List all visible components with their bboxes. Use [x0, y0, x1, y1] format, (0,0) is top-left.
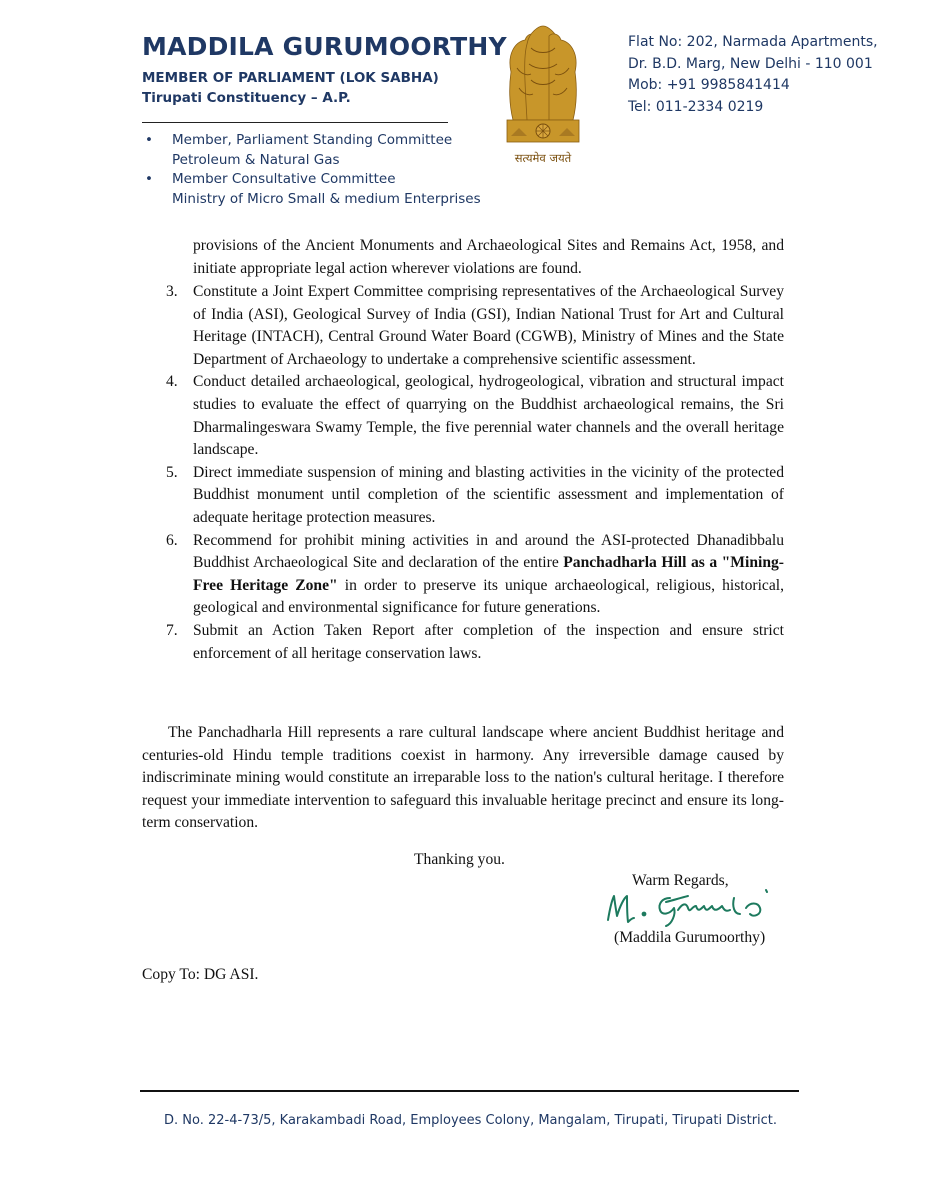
committee-item — [142, 170, 481, 209]
list-number: 6. — [166, 531, 178, 549]
address-line: Flat No: 202, Narmada Apartments, — [628, 34, 878, 50]
list-number: 7. — [166, 621, 178, 639]
continuation-text: provisions of the Ancient Monuments and Archaeological Sites and Remains Act, 1958, and initiate appropriate legal action wherever violations are found. — [193, 237, 784, 277]
list-item-text: Constitute a Joint Expert Committee comprising representatives of the Archaeological Survey of India (ASI), Geological Survey of India (GSI), Indian National Trust for Art and Cultural Heritage (INTACH), Central Ground Water Board (CGWB), Ministry of Mines and the State Department of Archaeology to undertake a comprehensive scientific assessment. — [193, 283, 784, 368]
footer-address: D. No. 22-4-73/5, Karakambadi Road, Employees Colony, Mangalam, Tirupati, Tirupati District. — [164, 1113, 778, 1128]
telephone-number: Tel: 011-2334 0219 — [628, 98, 764, 115]
list-item-bold-text: Panchadharla Hill as a "Mining-Free Heritage Zone" — [193, 554, 784, 594]
footer-divider — [140, 1090, 799, 1092]
list-number: 4. — [166, 373, 178, 391]
emblem-motto: सत्यमेव जयते — [514, 151, 572, 165]
regards-line: Warm Regards, — [632, 872, 729, 889]
national-emblem-icon — [497, 24, 589, 170]
list-item — [142, 620, 784, 665]
mp-constituency: Tirupati Constituency – A.P. — [142, 90, 351, 106]
committee-line: Ministry of Micro Small & medium Enterprises — [172, 190, 481, 207]
request-list — [142, 281, 784, 665]
list-item — [142, 371, 784, 461]
list-item-text: Submit an Action Taken Report after completion of the inspection and ensure strict enforcement of all heritage conservation laws. — [193, 621, 784, 662]
bullet-icon: • — [145, 132, 153, 148]
list-item — [142, 462, 784, 530]
committee-list — [142, 131, 481, 209]
list-item — [142, 281, 784, 371]
committee-line: Petroleum & Natural Gas — [172, 151, 340, 168]
list-number: 3. — [166, 283, 178, 300]
mobile-number: Mob: +91 9985841414 — [628, 77, 790, 93]
list-item-text: Direct immediate suspension of mining and blasting activities in the vicinity of the protected Buddhist monument until completion of the scientific assessment and implementation of adequate heritage protection measures. — [193, 463, 784, 526]
letterhead-divider — [142, 122, 448, 123]
committee-item — [142, 131, 481, 170]
closing-paragraph: The Panchadharla Hill represents a rare cultural landscape where ancient Buddhist heritage and centuries-old Hindu temple traditions coexist in harmony. Any irreversible damage caused by indiscriminate mining would constitute an irreparable loss to the nation's cultural heritage. I therefore request your immediate intervention to safeguard this invaluable heritage precinct and ensure its long-term conservation. — [142, 724, 784, 832]
committee-line: Member Consultative Committee — [172, 171, 396, 187]
bullet-icon: • — [145, 171, 153, 187]
delhi-address-block — [628, 32, 878, 118]
mp-name: MADDILA GURUMOORTHY — [142, 32, 507, 61]
list-item — [142, 530, 784, 620]
signature-image — [600, 880, 800, 932]
mp-title: MEMBER OF PARLIAMENT (LOK SABHA) — [142, 70, 439, 86]
list-item-text: Recommend for prohibit mining activities in and around the ASI-protected Dhanadibbalu Buddhist Archaeological Site and declaration of the entire — [193, 531, 784, 572]
list-number: 5. — [166, 463, 178, 481]
committee-line: Member, Parliament Standing Committee — [172, 132, 453, 148]
list-item-text: Conduct detailed archaeological, geological, hydrogeological, vibration and structural impact studies to evaluate the effect of quarrying on the Buddhist archaeological remains, the Sri Dharmalingeswara Swamy Temple, the five perennial water channels and the overall heritage landscape. — [193, 373, 784, 459]
signer-name: (Maddila Gurumoorthy) — [614, 929, 766, 946]
address-line: Dr. B.D. Marg, New Delhi - 110 001 — [628, 55, 873, 72]
thanks-line: Thanking you. — [414, 851, 505, 868]
list-item-text: in order to preserve its unique archaeological, religious, historical, geological and environmental significance for future generations. — [193, 576, 784, 617]
copy-to-line: Copy To: DG ASI. — [142, 966, 259, 983]
